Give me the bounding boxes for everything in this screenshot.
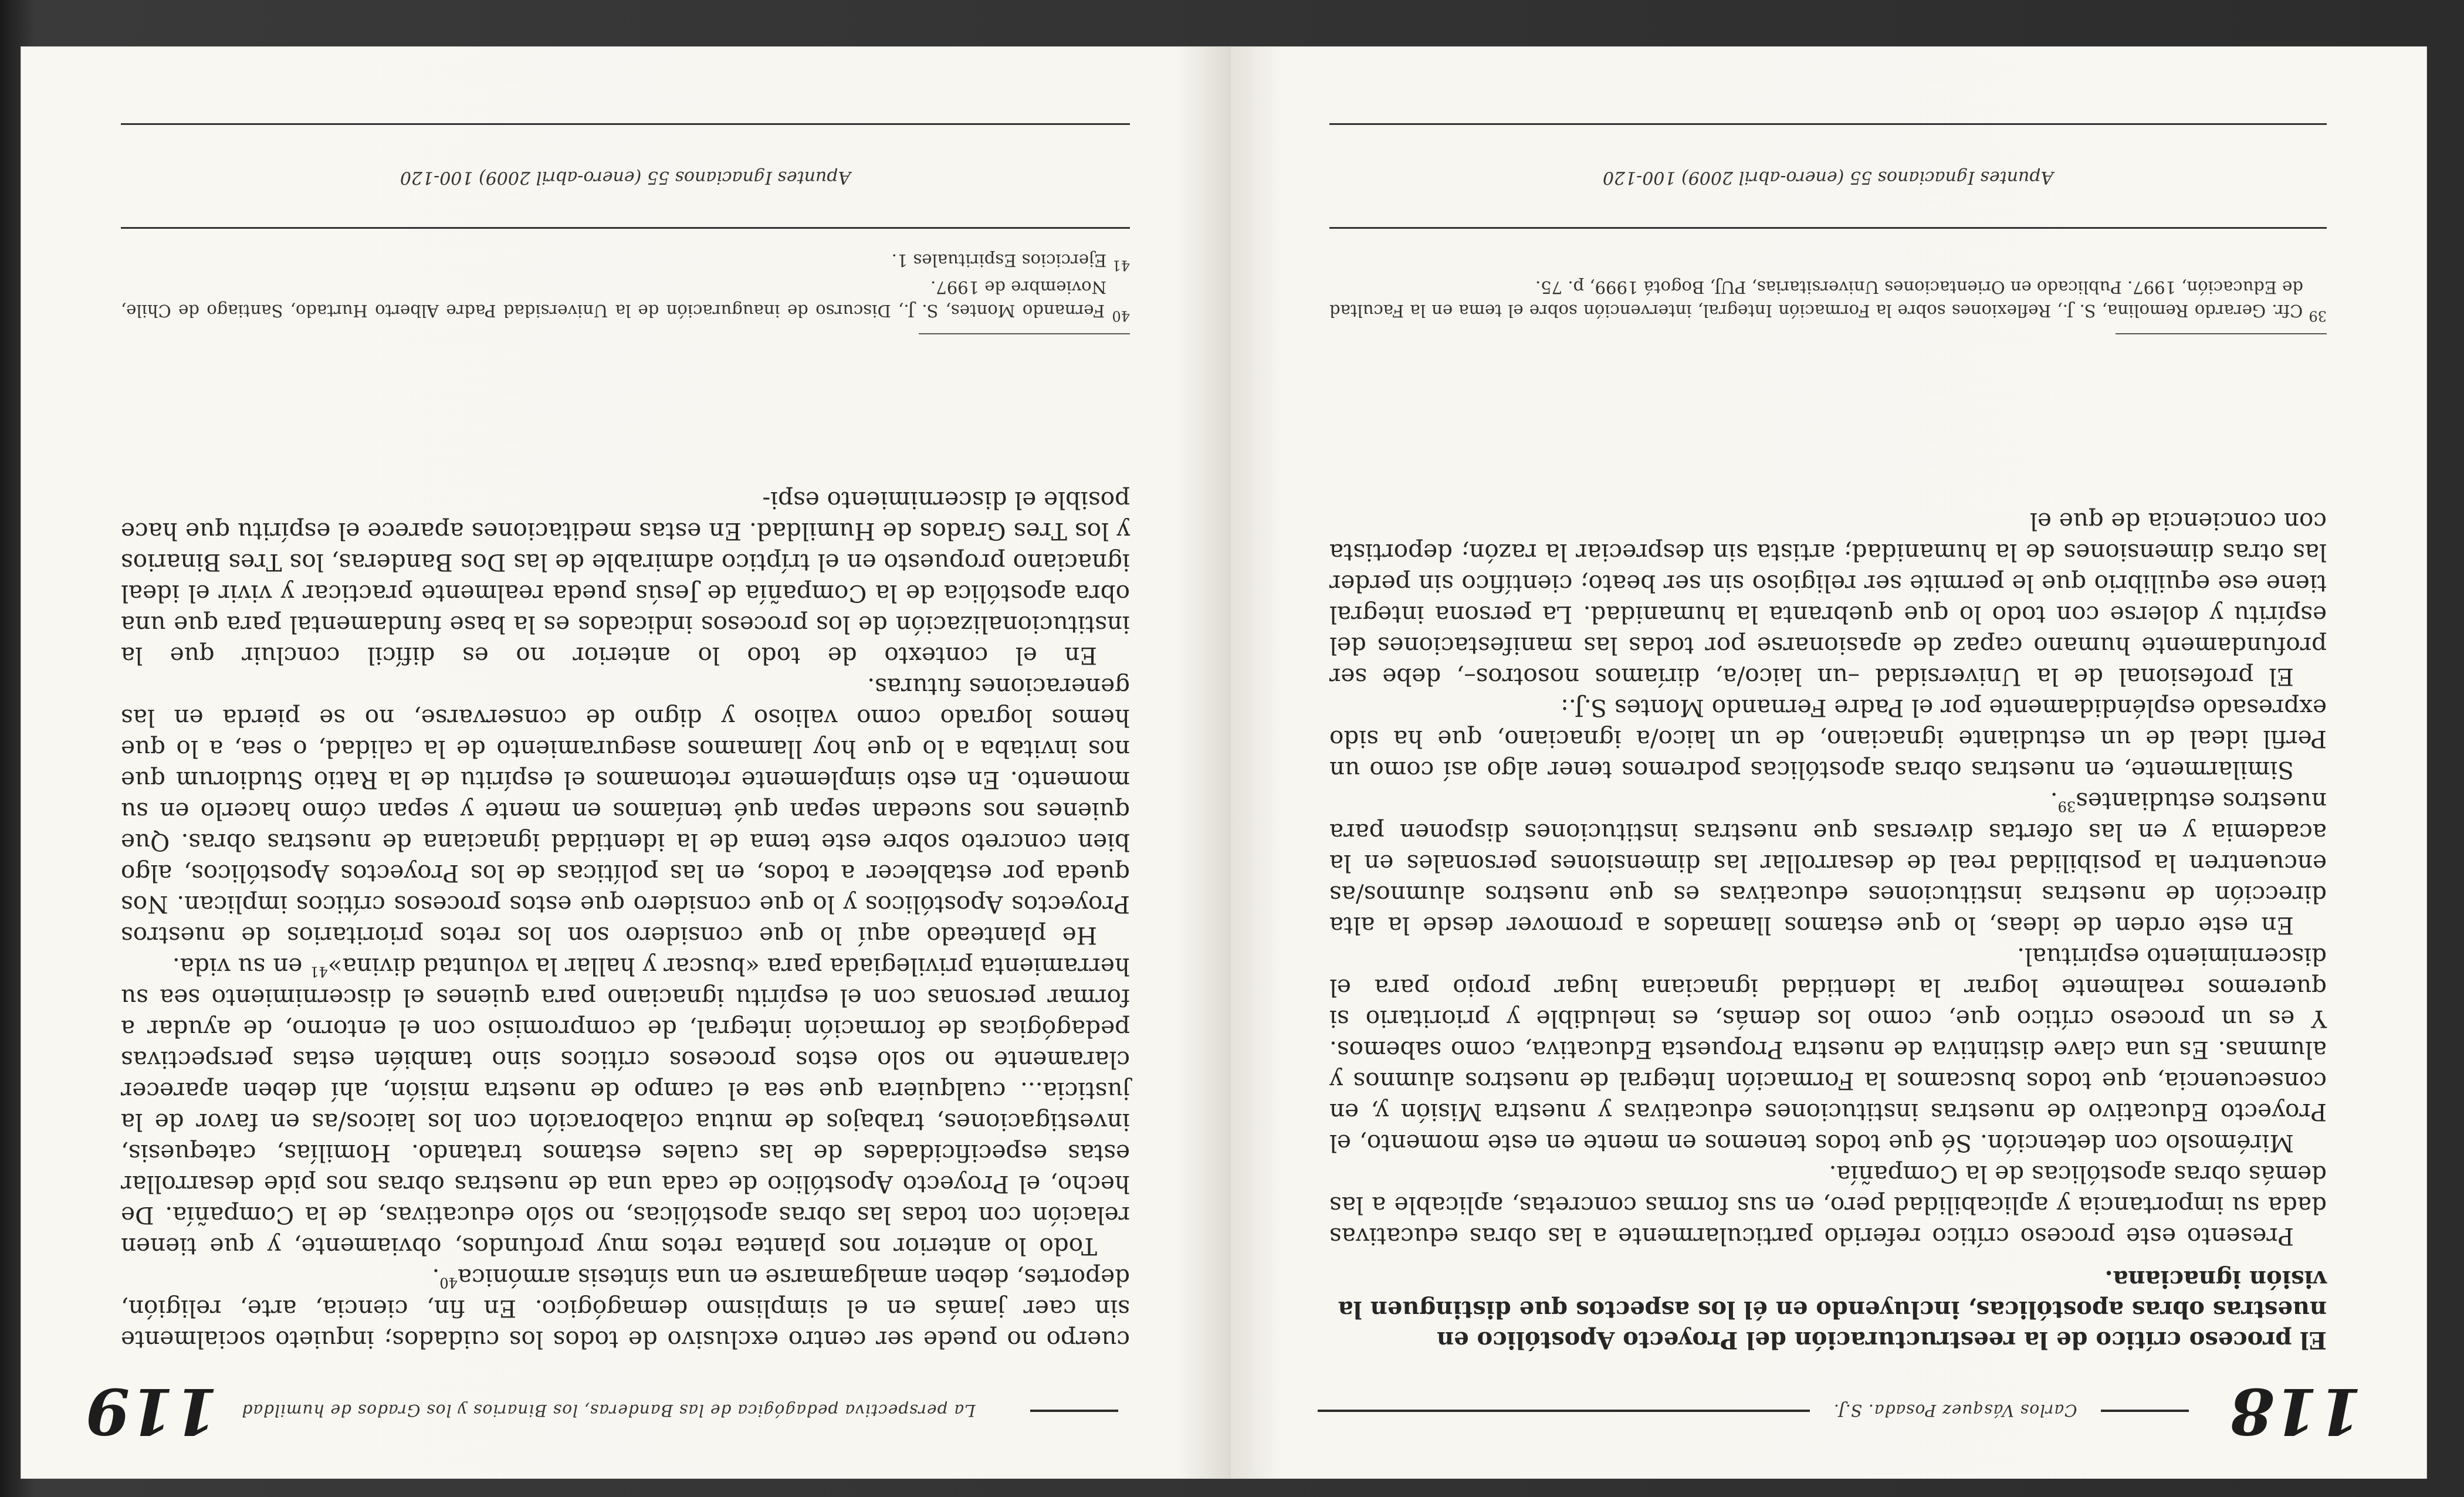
book-spread-rotated <box>21 23 2426 1490</box>
footer-rule-top <box>1329 227 2327 229</box>
header-rule <box>2101 1410 2189 1412</box>
running-head-119 <box>86 1374 1142 1448</box>
page-number: 119 <box>86 1374 218 1448</box>
footnote-marker: 41 <box>1112 257 1130 274</box>
footnote-41 <box>121 249 1130 272</box>
running-head-author: Carlos Vásquez Posada. S.J. <box>1833 1401 2077 1421</box>
journal-citation: Apuntes Ignacianos 55 (enero-abril 2009) 100-120 <box>400 167 851 188</box>
paragraph-text: cuerpo no puede ser centro exclusivo de todos los cuidados; inquieto socialmente sin caer jamás en el simplismo demagógico. En fin, ciencia, arte, religión, deportes, deben amalgamarse en una síntesis armónica <box>121 1264 1130 1354</box>
paragraph <box>121 951 1130 1262</box>
footer-rule-top <box>121 227 1130 229</box>
footnote-marker: 40 <box>1112 307 1130 324</box>
paragraph: En el contexto de todo lo anterior no es difícil concluir que la institucionalización de los procesos indicados es la base fundamental para que una obra apostólica de la Compañía de Jesús pueda realmente practicar y vivir el ideal ignaciano propuesto en el tríptico admirable de las Dos Banderas, los Tres Binarios y los Tres Grados de Humildad. En estas meditaciones aparece el espíritu que hace posible el discernimiento espi- <box>121 486 1130 670</box>
footnotes-119 <box>121 245 1130 334</box>
header-rule <box>1030 1410 1118 1412</box>
running-head-title: La perspectiva pedagógica de las Banderas, los Binarios y los Grados de humildad <box>241 1401 976 1421</box>
paragraph: En este orden de ideas, lo que estamos llamados a promover desde la alta dirección de nuestras instituciones educativas es que nuestros alumnos/as encuentren la posibilidad real de desarrollar las dimensiones personales en la academia y en las ofertas diversas que nuestras instituciones disponen para nuestros estudiantes$^{39}$. <box>1329 787 2327 940</box>
paragraph-text: En este orden de ideas, lo que estamos llamados a promover desde la alta dirección de nuestras instituciones educativas es que nuestros alumnos/as encuentren la posibilidad real de desarrollar las dimensiones personales en la academia y en las ofertas diversas que nuestras instituciones disponen para nuestros estudiantes <box>1329 787 2327 940</box>
section-heading: El proceso crítico de la reestructuración del Proyecto Apostólico en nuestras obras apostólicas, incluyendo en él los aspectos que distinguen la visión ignaciana. <box>1338 1265 2327 1354</box>
paragraph: cuerpo no puede ser centro exclusivo de todos los cuidados; inquieto socialmente sin caer jamás en el simplismo demagógico. En fin, ciencia, arte, religión, deportes, deben amalgamarse en una síntesis armónica$^{40}$. <box>121 1264 1130 1354</box>
journal-citation: Apuntes Ignacianos 55 (enero-abril 2009) 100-120 <box>1602 167 2054 188</box>
footnote-text: Ejercicios Espirituales 1. <box>891 250 1107 270</box>
paragraph: Similarmente, en nuestras obras apostólicas podremos tener algo así como un Perfil ideal de un estudiante ignaciano, de un laico/a ignaciano, que ha sido expresado espléndidamente por el Padre Fernando Montes S.J.: <box>1329 694 2327 784</box>
footnote-ref-39: 39 <box>2057 798 2076 815</box>
paragraph: Mirémoslo con detención. Sé que todos tenemos en mente en este momento, el Proyecto Educativo de nuestras instituciones educativas y nuestra Misión y, en consecuencia, que todos buscamos la Formación Integral de nuestros alumnos y alumnas. Es una clave distintiva de nuestra Propuesta Educativa, como sabemos. Y es un proceso crítico que, como los demás, es ineludible y prioritario si queremos realmente lograr la identidad ignaciana lugar propio para el discernimiento espiritual. <box>1329 943 2327 1157</box>
footnote-text: Fernando Montes, S. J., Discurso de inauguración de la Universidad Padre Alberto Hurtado, Santiago de Chile, Noviembre de 1997. <box>120 277 1106 321</box>
journal-footer-118 <box>1329 123 2327 229</box>
journal-footer-119 <box>121 123 1130 229</box>
running-head-118 <box>1318 1374 2362 1448</box>
page-119 <box>21 47 1230 1478</box>
footnote-ref-40: 40 <box>439 1274 458 1291</box>
paragraph: Presento este proceso crítico referido particularmente a las obras educativas dada su importancia y aplicabilidad pero, en sus formas concretas, aplicable a las demás obras apostólicas de la Compañía. <box>1329 1160 2327 1251</box>
block-quote: El profesional de la Universidad –un laico/a, diríamos nosotros–, debe ser profundamente humano capaz de apasionarse por todas las manifestaciones del espíritu y dolerse con todo lo que quebranta la humanidad. La persona integral tiene ese equilibrio que le permite ser religioso sin ser beato; científico sin perder las otras dimensiones de la humanidad; artista sin despreciar la razón; deportista con conciencia de que el <box>1329 507 2327 691</box>
footnote-rule <box>919 333 1130 334</box>
page-body-118 <box>1329 506 2327 1355</box>
open-book <box>21 23 2426 1490</box>
footnotes-118 <box>1329 272 2327 334</box>
footnote-ref-41: 41 <box>310 963 328 980</box>
footer-rule-bottom <box>121 123 1130 125</box>
footnote-39 <box>1329 276 2327 323</box>
footnote-40 <box>121 276 1130 323</box>
paragraph-tail: en su vida. <box>172 953 310 981</box>
footnote-marker: 39 <box>2309 307 2327 324</box>
page-body-119 <box>121 485 1130 1355</box>
footnote-rule <box>2116 333 2327 334</box>
footnote-text: Cfr. Gerardo Remolina, S. J., Reflexiones sobre la Formación Integral, intervención sobre el tema en la Facultad de Educación, 1997. Publicado en Orientaciones Universitarias, PUJ, Bogotá 1999, p. 75. <box>1329 277 2303 321</box>
header-rule <box>1318 1410 1810 1412</box>
footer-rule-bottom <box>1329 123 2327 125</box>
page-number: 118 <box>2229 1374 2362 1448</box>
paragraph-text: Todo lo anterior nos plantea retos muy profundos, obviamente, y que tienen relación con todas las obras apostólicas, no sólo educativas, de la Compañía. De hecho, el Proyecto Apostólico de cada una de nuestras obras nos pide desarrollar estas especificidades de las cuales estamos tratando. Homilías, catequesis, investigaciones, trabajos de mutua colaboración con los laicos/as en favor de la justicia... cualquiera que sea el campo de nuestra misión, ahí deben aparecer claramente no solo estos procesos críticos sino también estas perspectivas pedagógicas de formación integral, de compromiso con el entorno, de ayudar a formar personas con el espíritu ignaciano para quienes el discernimiento sea su herramienta privilegiada para «buscar y hallar la voluntad divina» <box>121 953 1130 1261</box>
paragraph: He planteado aquí lo que considero son los retos prioritarios de nuestros Proyectos Apostólicos y lo que considero que estos procesos críticos implican. Nos queda por establecer a todos, en las políticas de los Proyectos Apostólicos, algo bien concreto sobre este tema de la identidad ignaciana de nuestras obras. Que quienes nos sucedan sepan qué teníamos en mente y sepan cómo hacerlo en su momento. En esto simplemente retomamos el espíritu de la Ratio Studiorum que nos invitaba a lo que hoy llamamos aseguramiento de la calidad, o sea, a lo que hemos logrado como valioso y digno de conservarse, no se pierda en las generaciones futuras. <box>121 673 1130 950</box>
page-118 <box>1230 47 2426 1478</box>
